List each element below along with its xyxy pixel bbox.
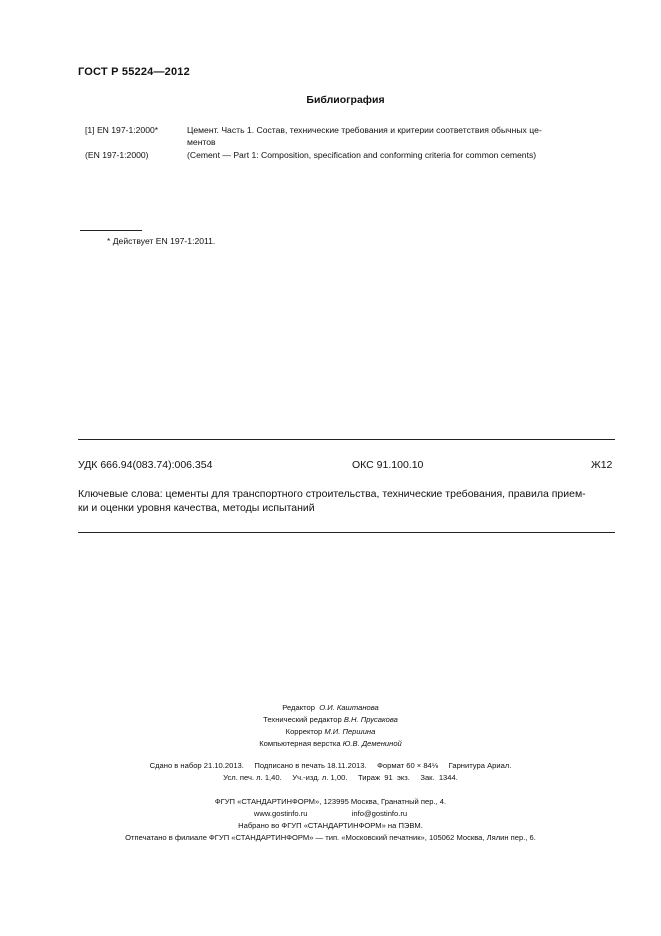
credit-editor [0, 702, 661, 714]
oks-code: ОКС 91.100.10 [352, 459, 424, 471]
keywords-line1: Ключевые слова: цементы для транспортного строительства, технические требования, правила прием- [78, 488, 586, 500]
bibliography-title: Библиография [306, 94, 385, 106]
footnote: * Действует EN 197-1:2011. [107, 236, 216, 246]
bib-entry-1-line2: ментов [187, 137, 216, 147]
bib-entry-1-line1: Цемент. Часть 1. Состав, технические требования и критерии соответствия обычных це- [187, 125, 542, 135]
print-info-line2: Усл. печ. л. 1,40. Уч.-изд. л. 1,00. Тираж 91 экз. Зак. 1344. [223, 773, 458, 782]
publisher-contacts [0, 808, 661, 820]
tech-editor-name: В.Н. Прусакова [343, 715, 398, 724]
tech-editor-role: Технический редактор [263, 715, 342, 724]
credit-proofreader [0, 726, 661, 738]
editor-role: Редактор [282, 703, 315, 712]
udk-code: УДК 666.94(083.74):006.354 [78, 459, 213, 471]
bottom-rule [78, 532, 615, 533]
top-rule [78, 439, 615, 440]
bib-entry-2-ref: (EN 197-1:2000) [85, 150, 149, 160]
proofreader-role: Корректор [285, 727, 323, 736]
proofreader-name: М.И. Першина [324, 727, 376, 736]
bib-entry-1-ref: [1] EN 197-1:2000* [85, 125, 159, 135]
print-info-line1: Сдано в набор 21.10.2013. Подписано в печать 18.11.2013. Формат 60 × 84⅛ Гарнитура Ариал. [149, 761, 512, 770]
credit-tech-editor [0, 714, 661, 726]
printed-info: Отпечатано в филиале ФГУП «СТАНДАРТИНФОРМ» — тип. «Московский печатник», 105062 Москва, Лялин пер., 6. [125, 833, 536, 842]
footnote-divider [80, 230, 142, 231]
typeset-info: Набрано во ФГУП «СТАНДАРТИНФОРМ» на ПЭВМ. [238, 821, 423, 830]
publisher-website[interactable]: www.gostinfo.ru [253, 809, 308, 818]
publisher-email[interactable]: info@gostinfo.ru [351, 809, 408, 818]
editor-name: О.И. Каштанова [319, 703, 379, 712]
keywords-line2: ки и оценки уровня качества, методы испытаний [78, 502, 315, 514]
bib-entry-1-text [187, 124, 617, 148]
layout-role: Компьютерная верстка [259, 739, 341, 748]
standard-id-header: ГОСТ Р 55224—2012 [78, 66, 190, 78]
classifier-code: Ж12 [591, 459, 613, 471]
credit-layout [0, 738, 661, 750]
layout-name: Ю.В. Демениной [342, 739, 402, 748]
publisher-address: ФГУП «СТАНДАРТИНФОРМ», 123995 Москва, Гранатный пер., 4. [214, 797, 447, 806]
bib-entry-2-text: (Cement — Part 1: Composition, specification and conforming criteria for common cements) [187, 150, 537, 160]
keywords [78, 487, 618, 515]
